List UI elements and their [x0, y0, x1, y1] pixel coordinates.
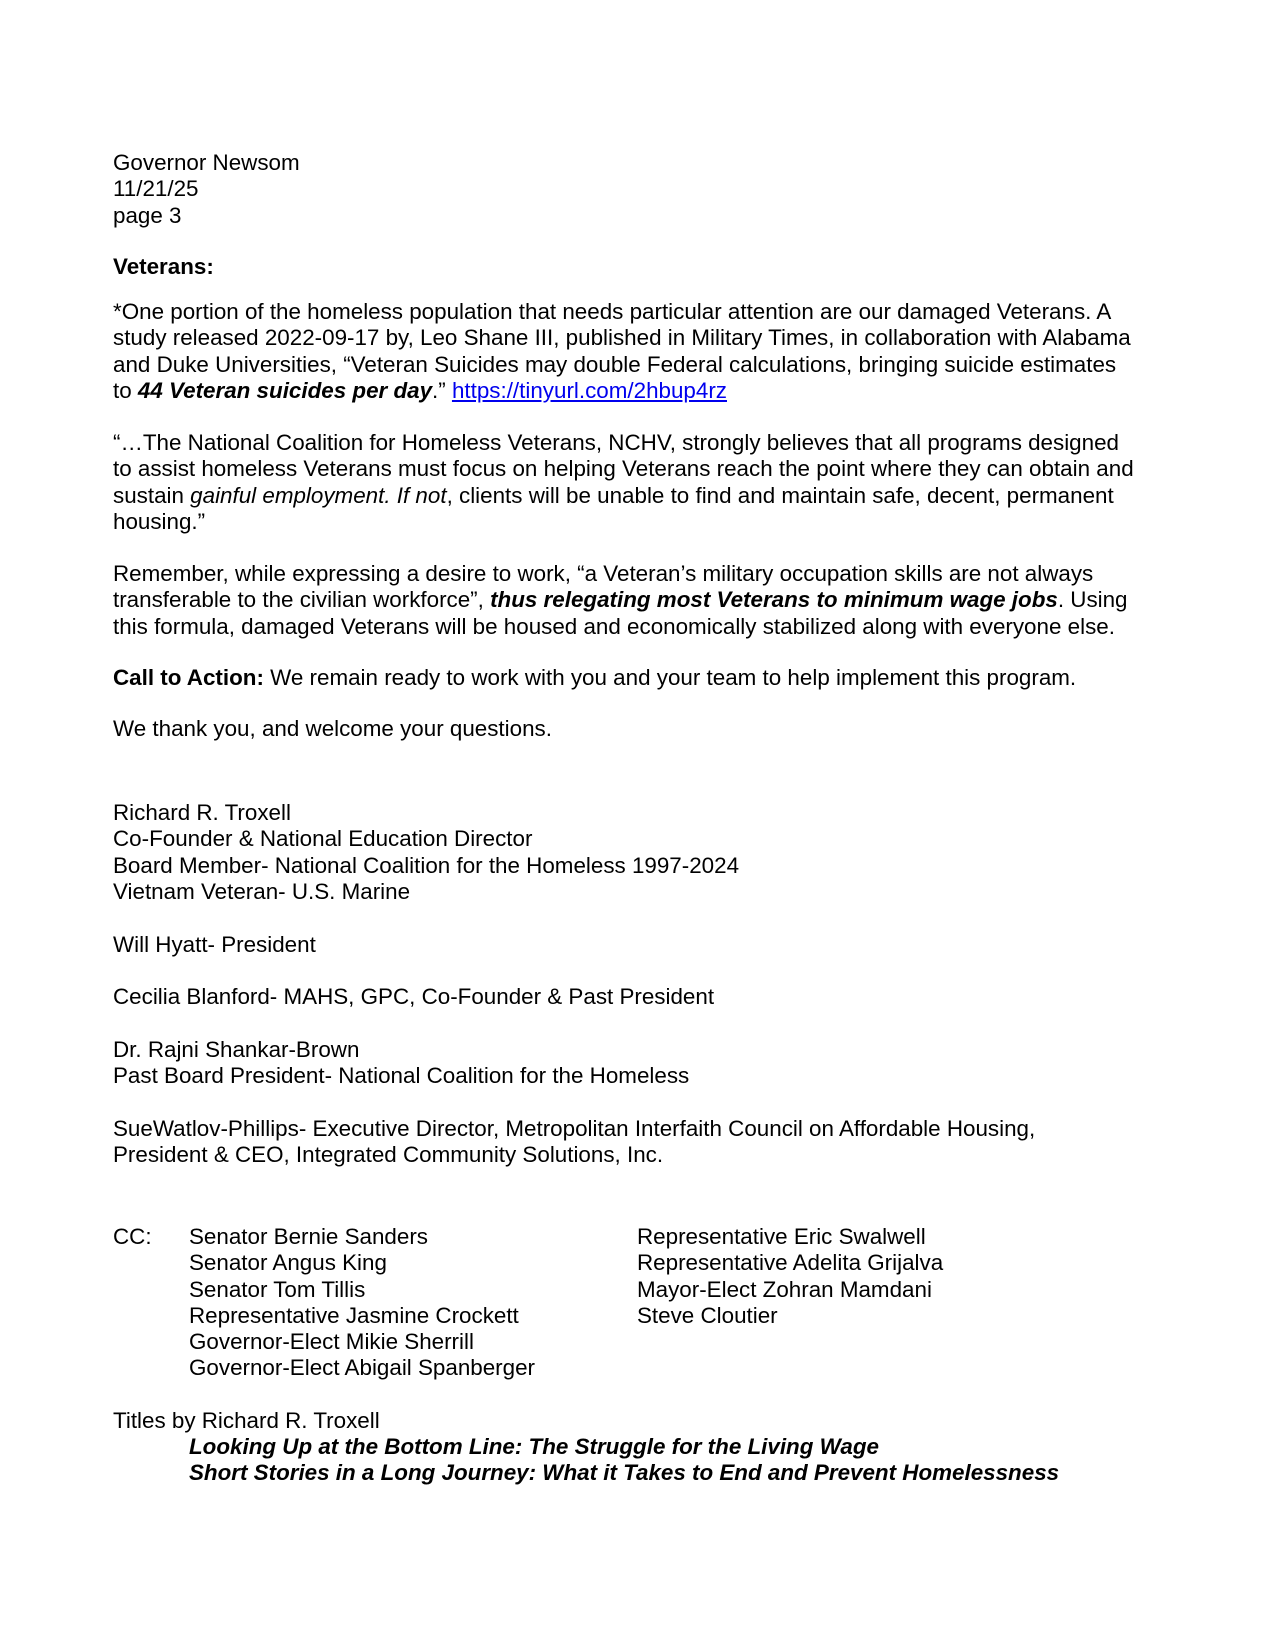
- text-span: , clients will be unable to find and maintain safe, decent, permanent: [446, 482, 1114, 508]
- cc-recipient: Representative Jasmine Crockett: [189, 1302, 519, 1328]
- signatory-title: President & CEO, Integrated Community Solutions, Inc.: [113, 1142, 664, 1168]
- text-span: to: [113, 377, 138, 403]
- paragraph-remember: [113, 561, 1173, 640]
- signatory-title: Board Member- National Coalition for the Homeless 1997-2024: [113, 852, 740, 878]
- paragraph-line: Remember, while expressing a desire to work, “a Veteran’s military occupation skills are not always: [113, 561, 1094, 586]
- text-span: . Using: [1057, 587, 1128, 613]
- signatory-name: Will Hyatt- President: [113, 932, 316, 957]
- cc-recipient: Mayor-Elect Zohran Mamdani: [637, 1276, 932, 1302]
- call-to-action: [113, 665, 1173, 691]
- letter-header: [113, 150, 1173, 229]
- letter-date: 11/21/25: [113, 176, 199, 202]
- section-heading: Veterans:: [113, 254, 214, 279]
- call-to-action-text: We remain ready to work with you and your team to help implement this program.: [263, 665, 1077, 690]
- signatory-title: Vietnam Veteran- U.S. Marine: [113, 878, 411, 904]
- paragraph-line: housing.”: [113, 508, 206, 534]
- page-number: page 3: [113, 202, 182, 228]
- paragraph-nchv-quote: [113, 430, 1173, 535]
- paragraph-line: [113, 483, 1173, 509]
- book-title: Looking Up at the Bottom Line: The Struggle for the Living Wage: [189, 1434, 879, 1459]
- cc-recipient: Steve Cloutier: [637, 1302, 778, 1328]
- signatory-title: Past Board President- National Coalition for the Homeless: [113, 1063, 690, 1089]
- cc-recipient: Governor-Elect Mikie Sherrill: [189, 1329, 474, 1355]
- paragraph-line: this formula, damaged Veterans will be housed and economically stabilized along with everyone else.: [113, 613, 1115, 639]
- text-span: sustain: [113, 482, 191, 508]
- paragraph-line: to assist homeless Veterans must focus on helping Veterans reach the point where they can obtain and: [113, 456, 1134, 482]
- signatory-name: Richard R. Troxell: [113, 800, 291, 825]
- signatory-name: SueWatlov-Phillips- Executive Director, Metropolitan Interfaith Council on Affordable Housing,: [113, 1116, 1036, 1141]
- paragraph-line: [113, 378, 1173, 404]
- signatory-watlov-phillips: [113, 1116, 1173, 1169]
- emphasis-italic: gainful employment. If not: [190, 482, 447, 508]
- book-titles-list: [189, 1434, 1059, 1487]
- cc-recipient: Representative Adelita Grijalva: [637, 1250, 944, 1276]
- recipient: Governor Newsom: [113, 150, 300, 175]
- signatory-blanford: [113, 984, 1173, 1010]
- emphasis-bold-italic: thus relegating most Veterans to minimum wage jobs: [490, 587, 1058, 613]
- call-to-action-label: Call to Action:: [113, 665, 264, 690]
- signatory-title: Co-Founder & National Education Director: [113, 826, 533, 852]
- signatory-troxell: [113, 800, 1173, 905]
- cc-list-right: [637, 1224, 943, 1329]
- cc-recipient: Senator Angus King: [189, 1250, 387, 1276]
- cc-recipient: Senator Bernie Sanders: [189, 1224, 428, 1249]
- paragraph-veteran-suicides: [113, 299, 1173, 404]
- text-span: .”: [432, 377, 452, 403]
- closing-line: We thank you, and welcome your questions.: [113, 716, 552, 741]
- titles-heading: Titles by Richard R. Troxell: [113, 1408, 380, 1433]
- cc-list-left: [189, 1224, 535, 1382]
- book-title: Short Stories in a Long Journey: What it Takes to End and Prevent Homelessness: [189, 1460, 1060, 1486]
- cc-label: CC:: [113, 1224, 152, 1249]
- paragraph-line: [113, 587, 1173, 613]
- emphasis-statistic: 44 Veteran suicides per day: [137, 377, 433, 403]
- signatory-name: Dr. Rajni Shankar-Brown: [113, 1037, 360, 1062]
- cc-recipient: Governor-Elect Abigail Spanberger: [189, 1355, 536, 1381]
- text-span: transferable to the civilian workforce”,: [113, 587, 491, 613]
- cc-recipient: Representative Eric Swalwell: [637, 1224, 926, 1249]
- paragraph-line: *One portion of the homeless population that needs particular attention are our damaged Veterans. A: [113, 299, 1112, 324]
- paragraph-line: “…The National Coalition for Homeless Veterans, NCHV, strongly believes that all programs designed: [113, 430, 1119, 455]
- source-link[interactable]: https://tinyurl.com/2hbup4rz: [451, 377, 727, 403]
- signatory-shankar-brown: [113, 1037, 1173, 1090]
- paragraph-line: study released 2022-09-17 by, Leo Shane III, published in Military Times, in collaboration with Alabama: [113, 325, 1131, 351]
- signatory-name: Cecilia Blanford- MAHS, GPC, Co-Founder & Past President: [113, 984, 715, 1009]
- cc-recipient: Senator Tom Tillis: [189, 1276, 366, 1302]
- signatory-hyatt: [113, 932, 1173, 958]
- paragraph-line: and Duke Universities, “Veteran Suicides may double Federal calculations, bringing suicide estimates: [113, 351, 1117, 377]
